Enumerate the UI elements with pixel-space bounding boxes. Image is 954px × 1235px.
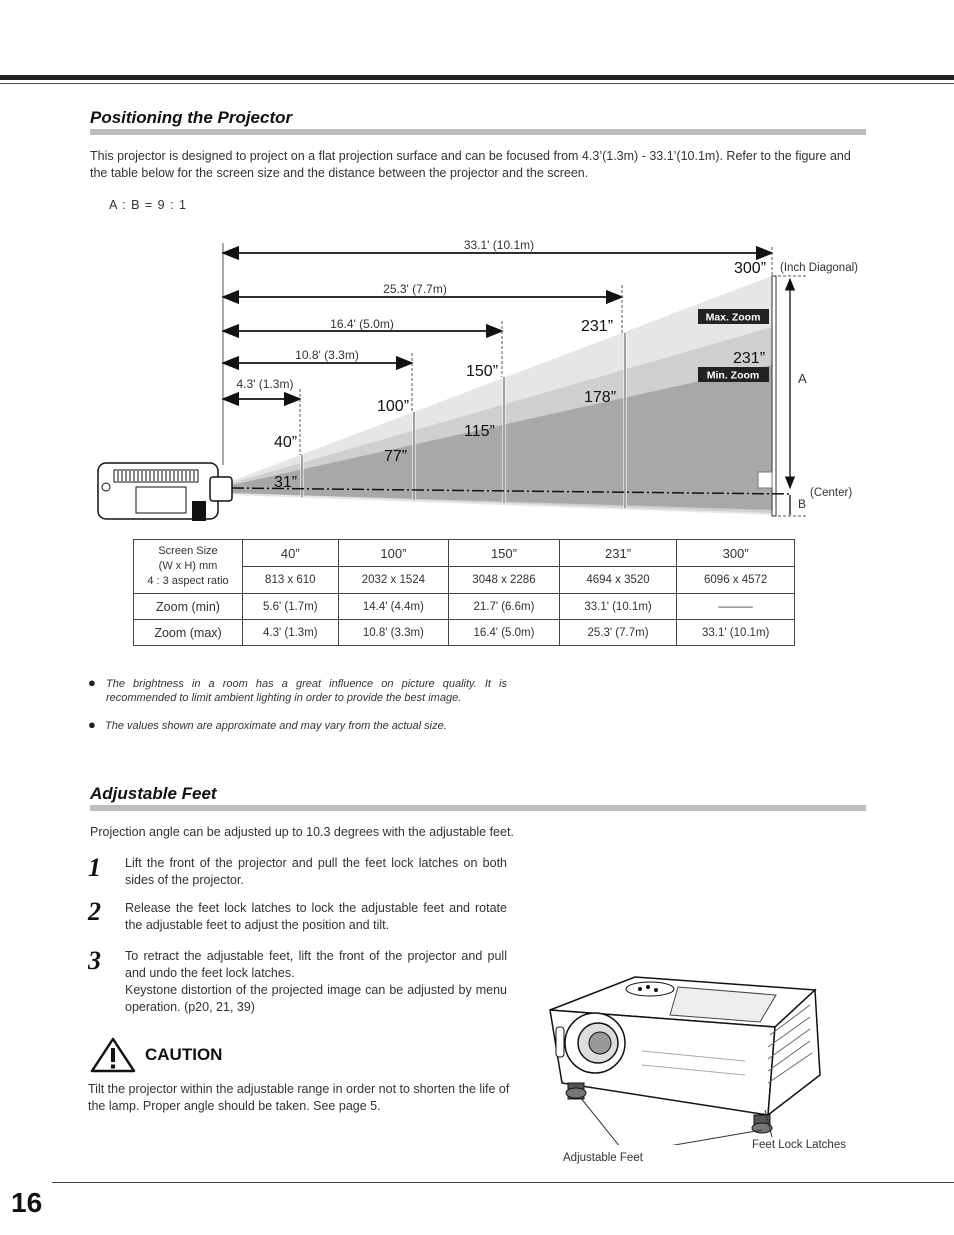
step-1-text: Lift the front of the projector and pull the feet lock latches on both sides of the projector. [125, 856, 507, 887]
min-size-label-231: 231” [733, 350, 766, 367]
warning-icon [90, 1037, 136, 1073]
table-size-header: 150” [449, 540, 560, 567]
step-number: 3 [88, 946, 101, 975]
table-row-label-zoom-min: Zoom (min) [134, 594, 243, 620]
distance-label-100: 10.8' (3.3m) [295, 348, 359, 362]
table-zoom-max-cell: 4.3' (1.3m) [243, 620, 339, 646]
table-dimension-cell: 2032 x 1524 [338, 567, 449, 594]
table-size-header: 231” [559, 540, 677, 567]
screen-300 [772, 276, 776, 516]
table-row-label-zoom-max: Zoom (max) [134, 620, 243, 646]
projector-feet-illustration [540, 965, 860, 1145]
table-zoom-min-cell: 21.7' (6.6m) [449, 594, 560, 620]
feet-pointer [580, 1097, 625, 1145]
section-rule [90, 805, 866, 811]
min-size-label-115: 115” [464, 423, 495, 440]
section-title-positioning: Positioning the Projector [90, 108, 293, 127]
min-size-label-31: 31” [274, 474, 298, 491]
table-zoom-max-cell: 16.4' (5.0m) [449, 620, 560, 646]
size-label-300: 300” [734, 260, 767, 277]
inch-diagonal-label: (Inch Diagonal) [780, 262, 858, 274]
page-number: 16 [11, 1187, 43, 1218]
size-label-100: 100” [377, 398, 410, 415]
size-label-231: 231” [581, 318, 614, 335]
min-size-label-178: 178” [584, 389, 617, 406]
table-dimension-cell: 813 x 610 [243, 567, 339, 594]
table-zoom-max-cell: 25.3' (7.7m) [559, 620, 677, 646]
table-zoom-min-cell: ——— [677, 594, 795, 620]
table-first-header: Screen Size (W x H) mm 4 : 3 aspect ratio [134, 540, 243, 594]
feet-pointer [628, 1130, 762, 1145]
label-b: B [798, 497, 807, 511]
table-dimension-cell: 4694 x 3520 [559, 567, 677, 594]
table-size-header: 100” [338, 540, 449, 567]
adjustable-feet-label: Adjustable Feet [563, 1152, 643, 1164]
ratio-text: A : B = 9 : 1 [109, 198, 187, 212]
projector-side-icon [98, 463, 232, 521]
min-zoom-label: Min. Zoom [706, 369, 760, 382]
size-label-40: 40” [274, 434, 298, 451]
table-size-header: 40” [243, 540, 339, 567]
step-2-text: Release the feet lock latches to lock the adjustable feet and rotate the adjustable feet to adjust the position and tilt. [125, 901, 507, 932]
distance-label-231: 25.3' (7.7m) [383, 282, 447, 296]
max-zoom-label: Max. Zoom [705, 311, 761, 324]
distance-label-300: 33.1' (10.1m) [463, 238, 535, 252]
bottom-rule [52, 1182, 954, 1183]
section-rule [90, 129, 866, 135]
table-zoom-min-cell: 14.4' (4.4m) [338, 594, 449, 620]
feet-lock-latches-label: Feet Lock Latches [752, 1139, 846, 1151]
bullet-icon: ● [88, 675, 96, 690]
step-number: 2 [88, 897, 101, 926]
label-a: A [798, 371, 807, 386]
min-size-label-77: 77” [384, 448, 408, 465]
table-zoom-min-cell: 33.1' (10.1m) [559, 594, 677, 620]
table-dimension-cell: 3048 x 2286 [449, 567, 560, 594]
caution-title: CAUTION [145, 1045, 223, 1064]
table-dimension-cell: 6096 x 4572 [677, 567, 795, 594]
step-number: 1 [88, 853, 101, 882]
top-rule [0, 75, 954, 80]
table-size-header: 300” [677, 540, 795, 567]
distance-label-40: 4.3' (1.3m) [236, 377, 294, 391]
table-zoom-max-cell: 10.8' (3.3m) [338, 620, 449, 646]
positioning-intro: This projector is designed to project on a flat projection surface and can be focused from 4.3’(1.3m) - 33.1’(10.1m). Refer to the figure and the table below for the screen size and the distance between the projector and the screen. [90, 149, 851, 180]
section-title-adjustable-feet: Adjustable Feet [90, 784, 217, 803]
size-label-150: 150” [466, 363, 499, 380]
note-brightness: The brightness in a room has a great influence on picture quality. It is recommended to limit ambient lighting in order to provide the best image. [106, 678, 507, 704]
top-rule-thin [0, 83, 954, 84]
caution-text: Tilt the projector within the adjustable range in order not to shorten the life of the lamp. Proper angle should be taken. See page 5. [88, 1082, 510, 1113]
table-zoom-min-cell: 5.6' (1.7m) [243, 594, 339, 620]
bullet-icon: ● [88, 717, 96, 732]
adjustable-feet-intro: Projection angle can be adjusted up to 10.3 degrees with the adjustable feet. [90, 825, 514, 839]
distance-label-150: 16.4' (5.0m) [330, 317, 394, 331]
note-approximate: The values shown are approximate and may vary from the actual size. [105, 720, 447, 732]
projection-distance-diagram [0, 225, 954, 530]
step-3-text: To retract the adjustable feet, lift the front of the projector and pull and undo the feet lock latches. Keystone distortion of the projected image can be adjusted by menu operation. (p20, 21, 39) [125, 949, 507, 1014]
screen-size-table [133, 539, 795, 646]
center-label: (Center) [810, 487, 853, 499]
table-zoom-max-cell: 33.1' (10.1m) [677, 620, 795, 646]
